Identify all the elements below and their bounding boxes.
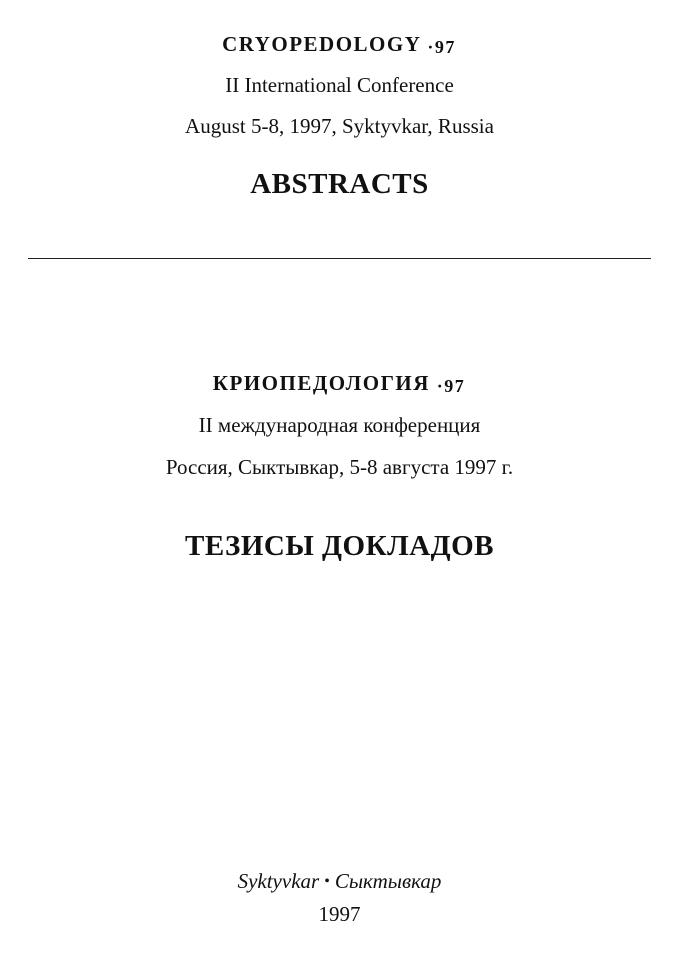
russian-heading: ТЕЗИСЫ ДОКЛАДОВ — [184, 530, 494, 562]
english-conference-number: II International Conference — [225, 73, 454, 97]
russian-conference-name: КРИОПЕДОЛОГИЯ — [212, 371, 430, 395]
footer-year: 1997 — [318, 902, 361, 926]
russian-conference-title — [0, 371, 679, 396]
footer-city — [0, 869, 679, 894]
russian-conference-number: II международная конференция — [198, 413, 481, 437]
bullet-separator: • — [324, 873, 330, 890]
english-year-mark: ·97 — [427, 37, 456, 57]
english-heading: ABSTRACTS — [250, 168, 429, 200]
english-conference-name: CRYOPEDOLOGY — [222, 32, 421, 56]
footer-city-ru: Сыктывкар — [334, 869, 442, 893]
russian-date-place: Россия, Сыктывкар, 5-8 августа 1997 г. — [165, 455, 514, 479]
horizontal-divider — [28, 258, 651, 259]
russian-year-mark: ·97 — [436, 376, 466, 396]
footer-city-en: Syktyvkar — [237, 869, 320, 893]
english-date-place: August 5-8, 1997, Syktyvkar, Russia — [185, 114, 494, 138]
english-conference-title — [0, 32, 679, 57]
